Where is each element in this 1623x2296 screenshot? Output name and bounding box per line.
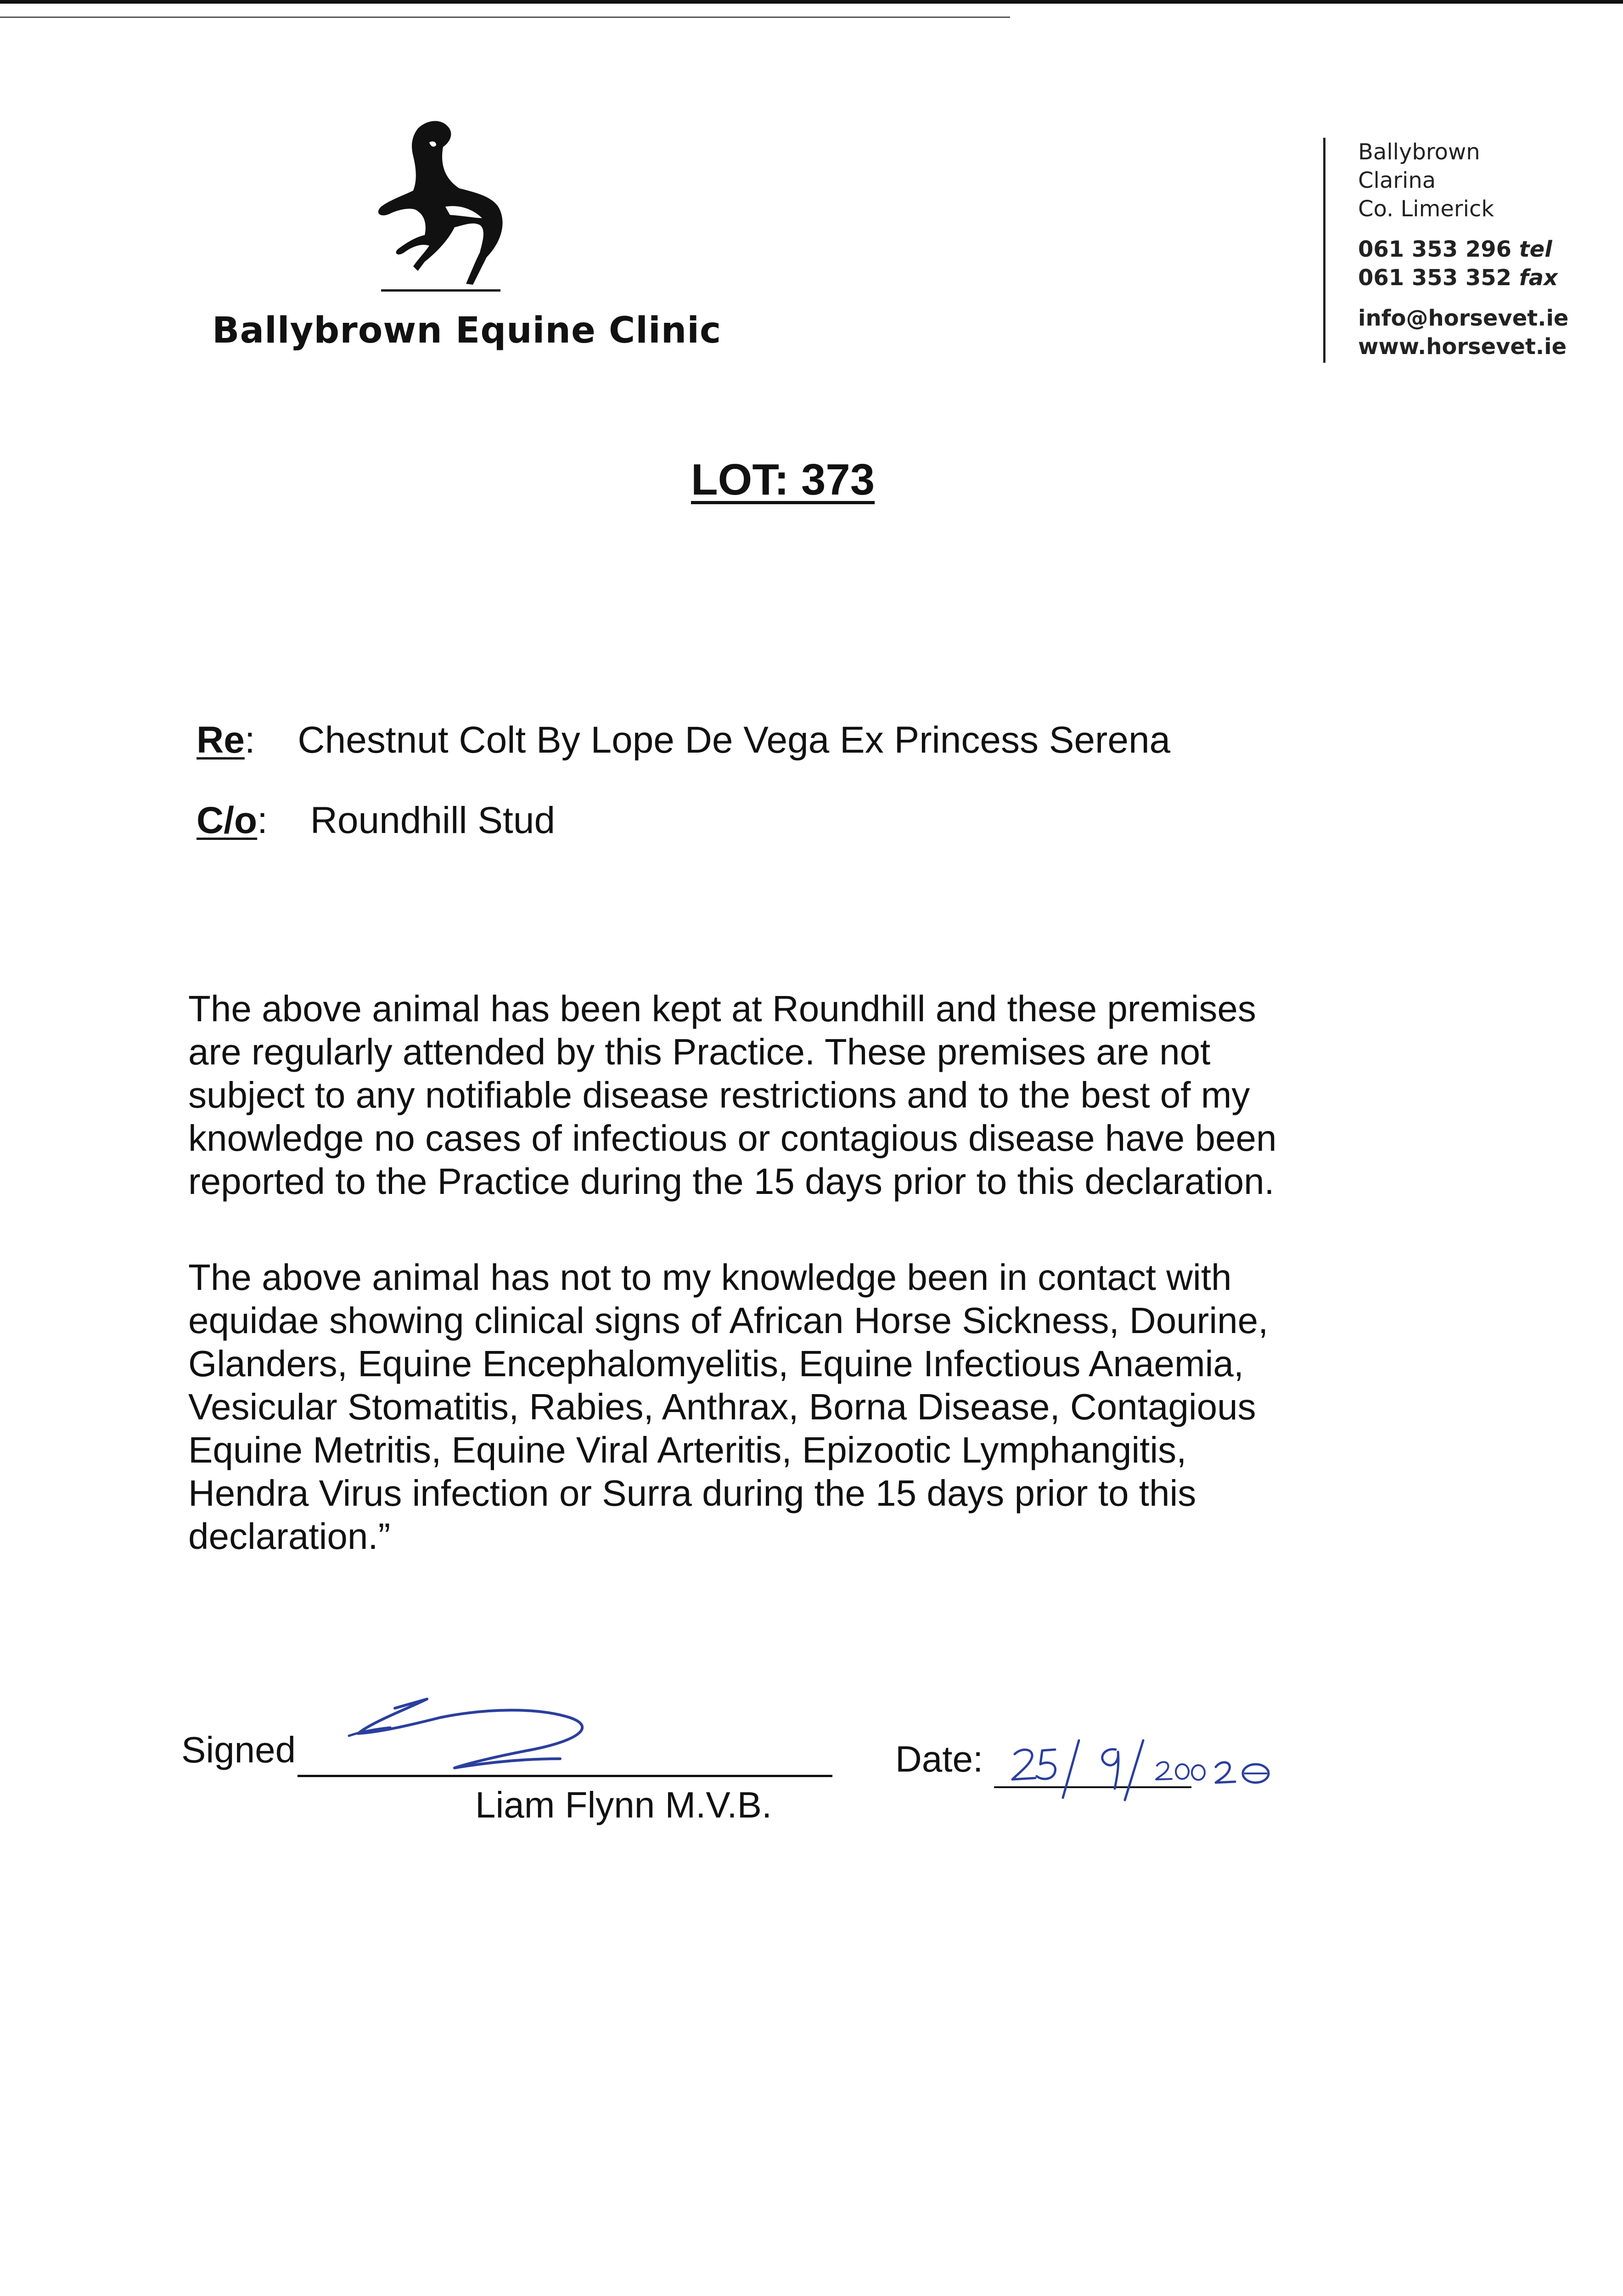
care-of-label: C/o — [197, 799, 258, 841]
website-link[interactable]: www.horsevet.ie — [1358, 334, 1567, 360]
paragraph-line: knowledge no cases of infectious or contagious disease have been — [188, 1118, 1277, 1159]
signed-label: Signed — [181, 1729, 296, 1770]
declaration-paragraph-2 — [188, 1256, 1336, 1558]
paragraph-line: The above animal has not to my knowledge been in contact with — [188, 1257, 1232, 1298]
paragraph-line: Vesicular Stomatitis, Rabies, Anthrax, Borna Disease, Contagious — [188, 1386, 1256, 1427]
paragraph-line: equidae showing clinical signs of African Horse Sickness, Dourine, — [188, 1300, 1269, 1341]
address-divider — [1323, 138, 1325, 363]
phone-number: 061 353 296 — [1358, 236, 1512, 262]
clinic-name: Ballybrown Equine Clinic — [212, 310, 722, 351]
phone-line — [1358, 235, 1568, 264]
re-colon: : — [244, 719, 255, 761]
lot-title: LOT: 373 — [691, 455, 875, 504]
top-thin-rule — [0, 17, 1010, 18]
fax-suffix: fax — [1519, 265, 1558, 291]
paragraph-line: are regularly attended by this Practice. These premises are not — [188, 1031, 1211, 1072]
email-link[interactable]: info@horsevet.ie — [1358, 305, 1569, 331]
signer-name: Liam Flynn M.V.B. — [475, 1784, 772, 1825]
top-border-rule — [0, 0, 1623, 4]
paragraph-line: subject to any notifiable disease restrictions and to the best of my — [188, 1075, 1250, 1115]
paragraph-line: reported to the Practice during the 15 days prior to this declaration. — [188, 1161, 1275, 1202]
date-label: Date: — [895, 1739, 983, 1779]
handwritten-date — [996, 1722, 1309, 1809]
paragraph-line: Glanders, Equine Encephalomyelitis, Equine Infectious Anaemia, — [188, 1343, 1244, 1384]
address-line-1: Ballybrown — [1358, 139, 1480, 165]
re-value: Chestnut Colt By Lope De Vega Ex Princess Serena — [298, 719, 1171, 761]
care-of-colon: : — [257, 799, 268, 841]
address-line-2: Clarina — [1358, 168, 1436, 193]
paragraph-line: declaration.” — [188, 1516, 391, 1557]
address-block — [1358, 138, 1568, 361]
care-of-value: Roundhill Stud — [310, 799, 556, 841]
fax-number: 061 353 352 — [1358, 265, 1512, 291]
phone-suffix: tel — [1519, 236, 1552, 262]
rearing-horse-logo-icon — [349, 115, 523, 298]
re-label: Re — [197, 719, 245, 761]
care-of-row — [197, 799, 555, 842]
re-row — [197, 719, 1170, 762]
paragraph-line: Hendra Virus infection or Surra during the 15 days prior to this — [188, 1473, 1196, 1514]
paragraph-line: The above animal has been kept at Roundhill and these premises — [188, 988, 1256, 1029]
paragraph-line: Equine Metritis, Equine Viral Arteritis, Epizootic Lymphangitis, — [188, 1429, 1187, 1470]
fax-line — [1358, 264, 1568, 292]
address-line-3: Co. Limerick — [1358, 196, 1494, 222]
declaration-paragraph-1 — [188, 987, 1336, 1203]
